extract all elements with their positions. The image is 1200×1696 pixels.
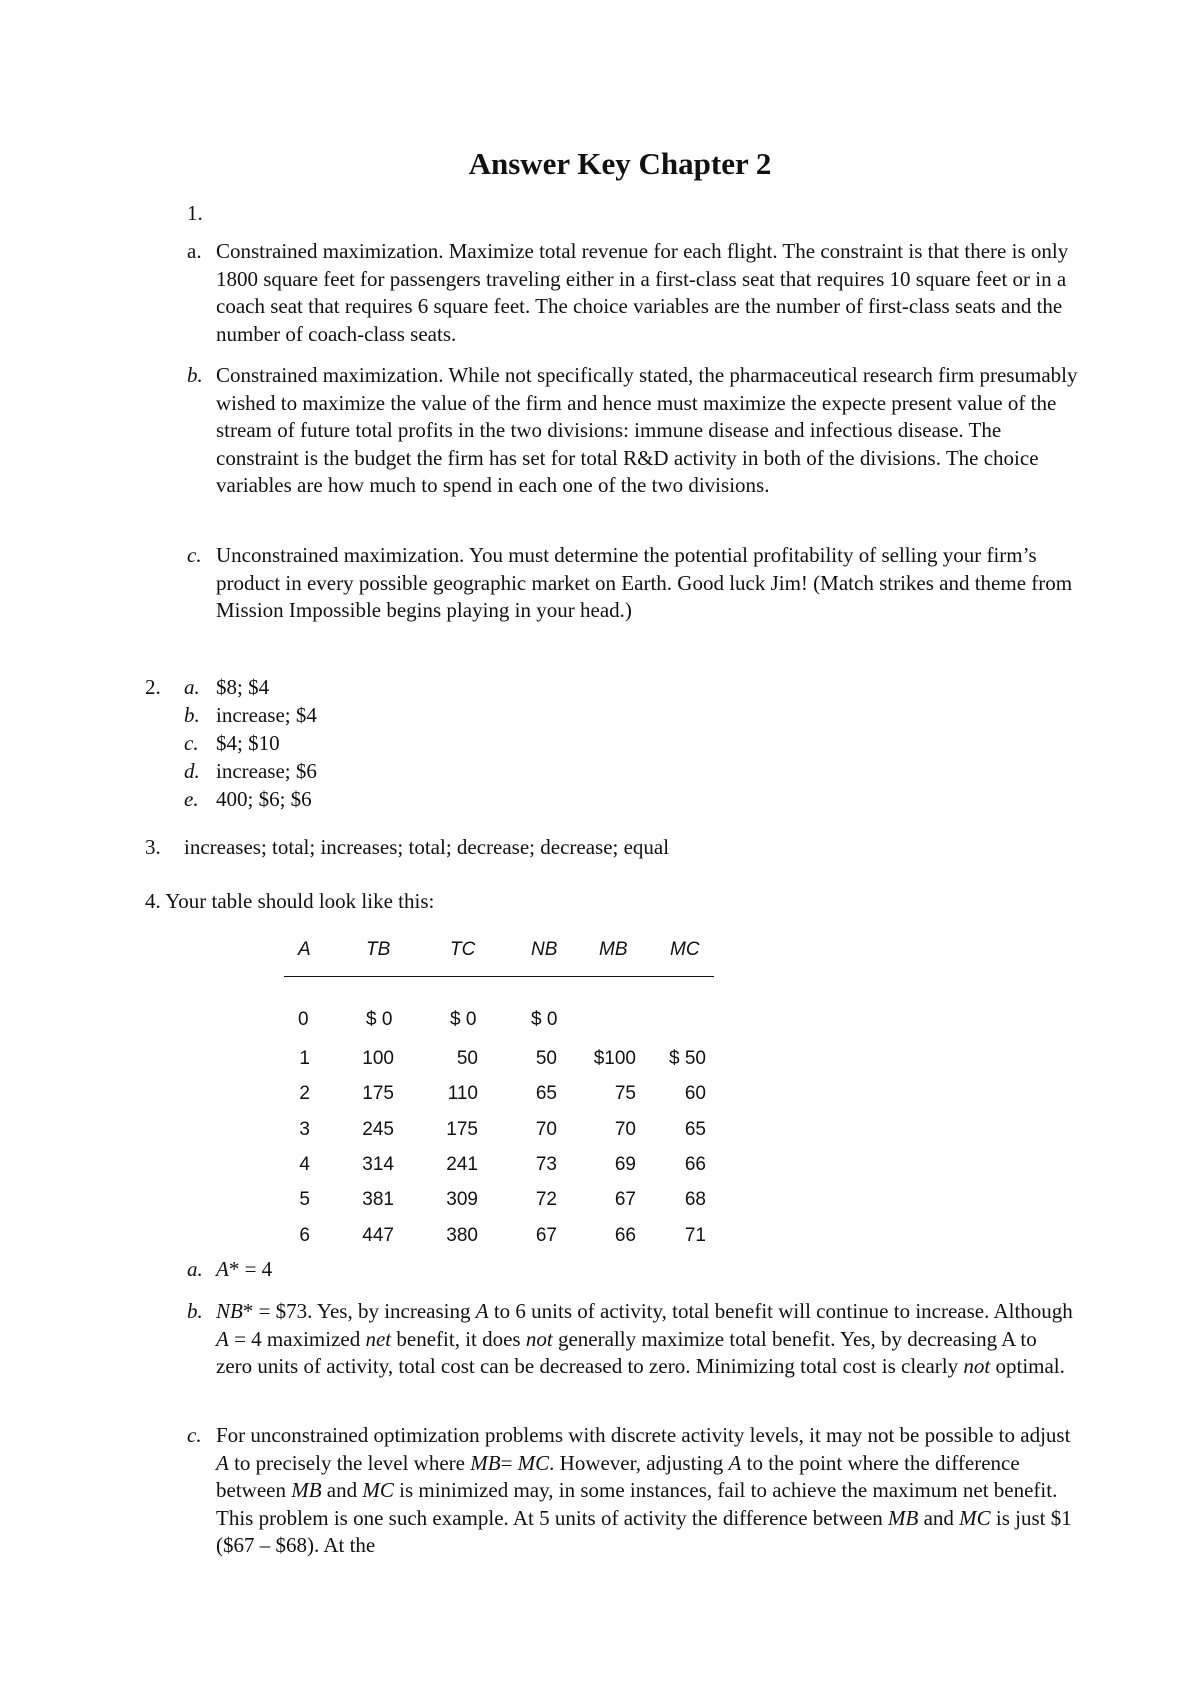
text-run: optimal. (990, 1354, 1065, 1378)
text-run: is minimized may, in some instances, fail to achieve the maximum net benefit. This problem is one such example. At 5 units of activity the difference between (216, 1478, 1058, 1530)
text-run: to precisely the level where (228, 1450, 471, 1475)
var-a: A (475, 1299, 489, 1323)
q2-number: 2. (145, 675, 161, 699)
text-run: benefit, it does (391, 1326, 526, 1351)
var-a: A (728, 1450, 742, 1475)
q1-a-text: Constrained maximization. Maximize total revenue for each flight. The constraint is that there is only 1800 square feet for passengers traveling either in a first-class seat that requires 10 square feet or in a coach seat that requires 6 square feet. The choice variables are the number of first-class seats and the number of coach-class seats. (216, 239, 1069, 346)
q3-text: increases; total; increases; total; decrease; decrease; equal (184, 835, 670, 859)
q1-c-text: Unconstrained maximization. You must determine the potential profitability of selling your firm’s product in every possible geographic market on Earth. Good luck Jim! (Match strikes and theme from Mission Impossible begins playing in your head.) (216, 543, 1073, 622)
table-cell: 314 (362, 1154, 394, 1175)
q3-number: 3. (145, 835, 161, 859)
table-cell: $ 0 (450, 1009, 477, 1030)
table-header-cell: MB (599, 939, 628, 960)
var-mc: MC (959, 1505, 991, 1530)
table-cell: 66 (684, 1154, 706, 1175)
q4-c-text (216, 1422, 1078, 1560)
text-run: = 4 maximized (228, 1326, 366, 1351)
table-header-cell: A (298, 939, 311, 960)
var-nb: NB (216, 1299, 243, 1323)
q2-item-text: $4; $10 (216, 731, 280, 755)
var-a: A (216, 1326, 229, 1351)
q1-a-label: a. (187, 239, 202, 263)
q2-item-text: $8; $4 (216, 675, 270, 699)
q2-item-label: b. (184, 703, 200, 727)
text-run: to the point where the difference between (216, 1450, 1020, 1502)
table-cell: 50 (456, 1048, 478, 1069)
table-cell: 380 (446, 1225, 478, 1246)
q4-a-label: a. (187, 1257, 203, 1281)
text-run: generally maximize total benefit. Yes, by decreasing A to zero units of activity, total cost can be decreased to zero. Minimizing total cost is clearly (216, 1326, 1037, 1378)
table-cell: 175 (446, 1119, 478, 1140)
table-cell: 309 (446, 1189, 478, 1210)
table-cell: 2 (299, 1083, 310, 1104)
text-run: For unconstrained optimization problems with discrete activity levels, it may not be possible to adjust (216, 1423, 1071, 1447)
text-run: is just $1 ($67 – $68). At the (216, 1505, 1072, 1557)
table-cell: 73 (535, 1154, 557, 1175)
table-cell: 50 (535, 1048, 557, 1069)
table-cell: 241 (446, 1154, 478, 1175)
table-cell: 381 (362, 1189, 394, 1210)
table-cell: 0 (298, 1009, 309, 1030)
table-cell: 70 (535, 1119, 557, 1140)
table-header-rule (284, 976, 714, 977)
table-cell: 69 (614, 1154, 636, 1175)
table-cell: 100 (362, 1048, 394, 1069)
q2-item-label: c. (184, 731, 199, 755)
var-mc: MC (362, 1478, 394, 1502)
var-mb: MB (291, 1478, 322, 1502)
text-run: to 6 units of activity, total benefit will continue to increase. Although (488, 1299, 1073, 1323)
var-mc: MC (517, 1450, 550, 1475)
text-run: and (918, 1505, 960, 1530)
table-cell: 68 (684, 1189, 706, 1210)
table-cell: 4 (299, 1154, 310, 1175)
table-cell: 245 (362, 1119, 394, 1140)
var-a: A (216, 1450, 229, 1475)
q2-item-label: a. (184, 675, 200, 699)
table-cell: $ 0 (531, 1009, 558, 1030)
table-cell: 3 (299, 1119, 310, 1140)
table-cell: 67 (535, 1225, 557, 1246)
q2-item-text: increase; $4 (216, 703, 317, 727)
table-cell: 66 (614, 1225, 636, 1246)
q4-intro: 4. Your table should look like this: (145, 889, 435, 913)
var-mb: MB (470, 1450, 501, 1475)
q1-c-label: c. (187, 543, 202, 567)
table-cell: 67 (614, 1189, 636, 1210)
q4-b-label: b. (187, 1299, 203, 1323)
text-run: * = $73. Yes, by increasing (242, 1299, 476, 1323)
q2-item-label: d. (184, 759, 200, 783)
table-header-cell: NB (531, 939, 558, 960)
table-cell: 1 (299, 1048, 310, 1069)
table-cell: 71 (684, 1225, 706, 1246)
table-header-cell: MC (670, 939, 700, 960)
table-cell: 72 (535, 1189, 557, 1210)
emphasis: net (365, 1326, 392, 1351)
q2-item-text: increase; $6 (216, 759, 317, 783)
table-cell: 70 (614, 1119, 636, 1140)
table-cell: 6 (299, 1225, 310, 1246)
table-cell: 65 (535, 1083, 557, 1104)
q4-b-text (216, 1298, 1078, 1381)
table-cell: 110 (447, 1083, 478, 1104)
table-header-cell: TC (450, 939, 476, 960)
text-run: and (321, 1478, 363, 1502)
table-cell: 5 (299, 1189, 310, 1210)
q4-a-var: A (216, 1257, 229, 1281)
table-cell: $ 50 (669, 1048, 706, 1069)
text-run: = (500, 1450, 518, 1475)
q2-item-label: e. (184, 787, 199, 811)
q4-a-text (216, 1256, 272, 1284)
q2-item-text: 400; $6; $6 (216, 787, 312, 811)
table-cell: 75 (614, 1083, 636, 1104)
q1-number: 1. (187, 201, 203, 225)
q1-b-label: b. (187, 363, 203, 387)
q1-b-text: Constrained maximization. While not specifically stated, the pharmaceutical research firm presumably wished to maximize the value of the firm and hence must maximize the expecte present value of the stream of future total profits in the two divisions: immune disease and infectious disease. The constraint is the budget the firm has set for total R&D activity in both of the divisions. The choice variables are how much to spend in each one of the two divisions. (216, 363, 1078, 497)
table-cell: $100 (593, 1048, 636, 1069)
var-mb: MB (888, 1505, 919, 1530)
emphasis: not (525, 1326, 553, 1351)
table-header-cell: TB (366, 939, 391, 960)
q4-a-rest: * = 4 (228, 1257, 273, 1281)
emphasis: not (963, 1354, 991, 1378)
page-title: Answer Key Chapter 2 (468, 146, 772, 181)
table-cell: 447 (362, 1225, 394, 1246)
table-cell: 60 (684, 1083, 706, 1104)
text-run: . However, adjusting (549, 1450, 729, 1475)
q4-c-label: c. (187, 1423, 202, 1447)
table-cell: 175 (362, 1083, 394, 1104)
table-cell: 65 (684, 1119, 706, 1140)
table-cell: $ 0 (366, 1009, 393, 1030)
